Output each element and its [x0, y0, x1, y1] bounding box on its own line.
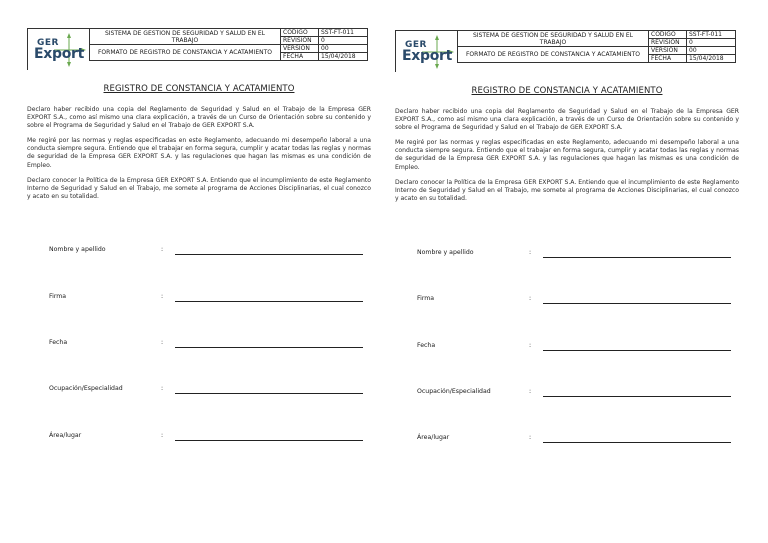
field-nombre [27, 246, 371, 258]
field-label: Firma [417, 295, 435, 302]
company-logo [395, 30, 457, 72]
header-table [89, 28, 368, 61]
fecha-value: 15/04/2018 [687, 55, 736, 63]
form-right [395, 30, 739, 441]
field-label: Nombre y apellido [49, 246, 106, 253]
version-label: VERSION [281, 45, 319, 53]
signature-line-nombre[interactable] [175, 254, 363, 255]
document-title: REGISTRO DE CONSTANCIA Y ACATAMIENTO [103, 84, 295, 94]
field-label: Firma [49, 293, 67, 300]
field-colon: : [529, 249, 532, 256]
field-fecha [27, 339, 371, 351]
field-firma [27, 293, 371, 305]
codigo-label: CODIGO [281, 29, 319, 37]
field-colon: : [161, 339, 164, 346]
signature-line-fecha[interactable] [175, 347, 363, 348]
logo-text-top: GER [37, 38, 59, 48]
header-table [457, 30, 736, 63]
version-value: 00 [319, 45, 368, 53]
logo-text-bottom: Export [34, 46, 85, 62]
codigo-label: CODIGO [649, 31, 687, 39]
field-colon: : [161, 246, 164, 253]
logo-text-top: GER [405, 40, 427, 50]
signature-line-firma[interactable] [175, 301, 363, 302]
field-label: Fecha [417, 342, 436, 349]
codigo-value: SST-FT-011 [687, 31, 736, 39]
system-name: SISTEMA DE GESTION DE SEGURIDAD Y SALUD EN EL TRABAJO [458, 31, 649, 47]
form-header [27, 28, 371, 70]
signature-line-ocupacion[interactable] [175, 393, 363, 394]
format-name: FORMATO DE REGISTRO DE CONSTANCIA Y ACATAMIENTO [458, 47, 649, 63]
signature-line-firma[interactable] [543, 303, 731, 304]
paragraph: Declaro haber recibido una copia del Reglamento de Seguridad y Salud en el Trabajo de la Empresa GER EXPORT S.A., como así mismo una clara explicación, a través de un Curso de Orientación sobre su contenido y sobre el Programa de Seguridad y Salud en el Trabajo de GER EXPORT S.A. [27, 106, 371, 130]
field-area [395, 434, 739, 446]
field-colon: : [529, 434, 532, 441]
system-name: SISTEMA DE GESTION DE SEGURIDAD Y SALUD EN EL TRABAJO [90, 29, 281, 45]
version-label: VERSION [649, 47, 687, 55]
field-label: Ocupación/Especialidad [417, 388, 491, 395]
company-logo [27, 28, 89, 70]
field-label: Ocupación/Especialidad [49, 385, 123, 392]
field-area [27, 432, 371, 444]
field-nombre [395, 249, 739, 261]
declaration-text [395, 108, 739, 203]
field-colon: : [161, 293, 164, 300]
revision-value: 0 [319, 37, 368, 45]
revision-value: 0 [687, 39, 736, 47]
fecha-label: FECHA [649, 55, 687, 63]
document-title: REGISTRO DE CONSTANCIA Y ACATAMIENTO [471, 86, 663, 96]
field-ocupacion [27, 385, 371, 397]
field-colon: : [529, 342, 532, 349]
signature-line-area[interactable] [543, 442, 731, 443]
field-colon: : [161, 385, 164, 392]
form-header [395, 30, 739, 72]
format-name: FORMATO DE REGISTRO DE CONSTANCIA Y ACATAMIENTO [90, 45, 281, 61]
logo-text-bottom: Export [402, 48, 453, 64]
field-firma [395, 295, 739, 307]
revision-label: REVISION [281, 37, 319, 45]
paragraph: Declaro conocer la Política de la Empresa GER EXPORT S.A. Entiendo que el incumplimiento de este Reglamento Interno de Seguridad y Salud en el Trabajo, me somete al programa de Acciones Disciplinarias, el cual conozco y acato en su totalidad. [395, 178, 739, 202]
codigo-value: SST-FT-011 [319, 29, 368, 37]
paragraph: Declaro haber recibido una copia del Reglamento de Seguridad y Salud en el Trabajo de la Empresa GER EXPORT S.A., como así mismo una clara explicación, a través de un Curso de Orientación sobre su contenido y sobre el Programa de Seguridad y Salud en el Trabajo de GER EXPORT S.A. [395, 108, 739, 132]
paragraph: Declaro conocer la Política de la Empresa GER EXPORT S.A. Entiendo que el incumplimiento de este Reglamento Interno de Seguridad y Salud en el Trabajo, me somete al programa de Acciones Disciplinarias, el cual conozco y acato en su totalidad. [27, 176, 371, 200]
field-label: Área/lugar [417, 434, 450, 441]
field-label: Fecha [49, 339, 68, 346]
field-colon: : [161, 432, 164, 439]
paragraph: Me regiré por las normas y reglas especificadas en este Reglamento, adecuando mi desempeño laboral a una conducta siempre segura. Entiendo que el trabajar en forma segura, cumplir y acatar todas las reglas y normas de seguridad de la Empresa GER EXPORT S.A. y las regulaciones que hagan las mismas es una condición de Empleo. [27, 137, 371, 169]
signature-line-nombre[interactable] [543, 257, 731, 258]
fecha-value: 15/04/2018 [319, 53, 368, 61]
paragraph: Me regiré por las normas y reglas especificadas en este Reglamento, adecuando mi desempeño laboral a una conducta siempre segura. Entiendo que el trabajar en forma segura, cumplir y acatar todas las reglas y normas de seguridad de la Empresa GER EXPORT S.A. y las regulaciones que hagan las mismas es una condición de Empleo. [395, 139, 739, 171]
form-left [27, 28, 371, 439]
field-colon: : [529, 388, 532, 395]
signature-line-area[interactable] [175, 440, 363, 441]
field-ocupacion [395, 388, 739, 400]
signature-line-ocupacion[interactable] [543, 396, 731, 397]
field-colon: : [529, 295, 532, 302]
signature-line-fecha[interactable] [543, 350, 731, 351]
revision-label: REVISION [649, 39, 687, 47]
version-value: 00 [687, 47, 736, 55]
field-label: Área/lugar [49, 432, 82, 439]
fecha-label: FECHA [281, 53, 319, 61]
declaration-text [27, 106, 371, 201]
field-fecha [395, 342, 739, 354]
field-label: Nombre y apellido [417, 249, 474, 256]
